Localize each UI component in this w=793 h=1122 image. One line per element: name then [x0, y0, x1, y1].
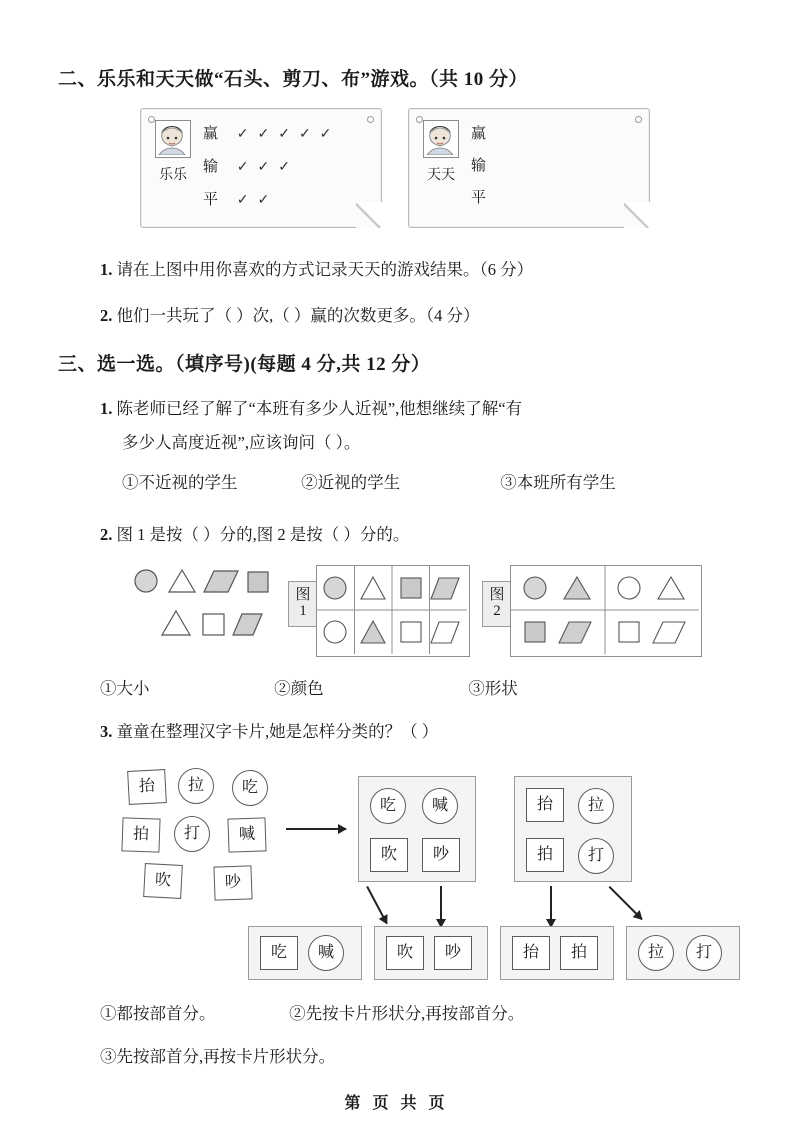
option-2: ②颜色: [274, 679, 324, 698]
char-card: 吃: [370, 788, 406, 824]
row-label-lose: 输: [471, 158, 487, 174]
char-card: 喊: [308, 935, 344, 971]
option-1: ①不近视的学生: [122, 473, 238, 492]
character-sorting-diagram: [110, 760, 730, 990]
char-card: 吹: [370, 838, 408, 872]
option-3: ③本班所有学生: [500, 473, 616, 492]
section-3-title: 三、选一选。（填序号)(每题 4 分,共 12 分）: [58, 354, 431, 375]
char-card: 拍: [526, 838, 564, 872]
figure-2-grid: [510, 565, 702, 657]
option-2: ②近视的学生: [301, 473, 401, 492]
question-text-line-1: 陈老师已经了解了“本班有多少人近视”,他想继续了解“有: [116, 399, 523, 418]
char-card: 打: [174, 816, 210, 852]
question-text: 童童在整理汉字卡片,她是怎样分类的？（ ）: [116, 722, 439, 741]
section3-question-1: [100, 392, 740, 500]
char-card: 拍: [560, 936, 598, 970]
section3-question-3-options-row-1: [100, 1000, 524, 1024]
char-card: 喊: [227, 817, 266, 852]
card-rows: [203, 118, 340, 217]
row-ticks-lose: ✓✓✓: [236, 160, 299, 175]
char-card: 打: [686, 935, 722, 971]
figure-1-grid: [316, 565, 470, 657]
card-player-name: 天天: [427, 168, 455, 183]
char-card: 抬: [512, 936, 550, 970]
row-label-draw: 平: [203, 192, 219, 208]
question-number: 2.: [100, 306, 113, 325]
char-card: 喊: [422, 788, 458, 824]
row-label-win: 赢: [203, 126, 219, 142]
char-card: 拉: [578, 788, 614, 824]
row-label-draw: 平: [471, 190, 487, 206]
char-card: 抬: [526, 788, 564, 822]
question-text: 图 1 是按（ ）分的,图 2 是按（ ）分的。: [116, 525, 410, 544]
row-ticks-draw: ✓✓: [236, 193, 279, 208]
card-row: [471, 182, 505, 214]
avatar: [155, 120, 191, 158]
char-card: 吹: [143, 863, 183, 899]
row-ticks-win: ✓✓✓✓✓: [236, 127, 341, 142]
card-row: [203, 151, 340, 184]
option-3: ③先按部首分,再按卡片形状分。: [100, 1047, 336, 1066]
avatar: [423, 120, 459, 158]
card-lele: [140, 108, 382, 228]
card-row: [471, 150, 505, 182]
char-card: 拉: [178, 768, 214, 804]
question-number: 3.: [100, 722, 113, 741]
pin-dot-icon: [367, 116, 374, 123]
card-rows: [471, 118, 505, 214]
arrow-down-left-icon: [366, 886, 387, 924]
pin-dot-icon: [635, 116, 642, 123]
row-label-win: 赢: [471, 126, 487, 142]
question-text-line-2: 多少人高度近视”,应该询问（ ）。: [122, 433, 361, 452]
section2-question-2: [100, 302, 480, 326]
option-3: ③形状: [468, 679, 518, 698]
figure-label-1: 图 1: [288, 581, 318, 627]
question-text: 他们一共玩了（ ）次,（ ）赢的次数更多。（4 分）: [116, 306, 480, 325]
card-row: [203, 184, 340, 217]
question-number: 2.: [100, 525, 113, 544]
section3-question-2: [100, 521, 409, 545]
card-tiantian: [408, 108, 650, 228]
section3-question-2-options: [100, 675, 518, 699]
char-card: 拍: [121, 817, 160, 852]
char-card: 吃: [260, 936, 298, 970]
char-card: 打: [578, 838, 614, 874]
card-row: [471, 118, 505, 150]
shape-classification-figure: [130, 559, 730, 664]
game-record-cards: [140, 108, 670, 230]
question-number: 1.: [100, 260, 113, 279]
char-card: 拉: [638, 935, 674, 971]
section2-question-1: [100, 256, 533, 280]
option-2: ②先按卡片形状分,再按部首分。: [289, 1004, 525, 1023]
char-card: 吵: [422, 838, 460, 872]
char-card: 吃: [232, 770, 268, 806]
section-2-title: 二、乐乐和天天做“石头、剪刀、布”游戏。（共 10 分）: [58, 69, 529, 90]
pin-dot-icon: [416, 116, 423, 123]
question-text: 请在上图中用你喜欢的方式记录天天的游戏结果。（6 分）: [116, 260, 534, 279]
card-row: [203, 118, 340, 151]
loose-shapes-panel: [130, 559, 280, 649]
pin-dot-icon: [148, 116, 155, 123]
char-card: 吵: [434, 936, 472, 970]
row-label-lose: 输: [203, 159, 219, 175]
option-1: ①大小: [100, 679, 150, 698]
arrow-down-icon: [550, 886, 552, 920]
arrow-down-icon: [440, 886, 442, 920]
char-card: 吵: [213, 865, 252, 900]
arrow-down-right-icon: [609, 886, 643, 920]
section3-question-3-options-row-2: [100, 1043, 335, 1067]
option-1: ①都按部首分。: [100, 1004, 216, 1023]
char-card: 抬: [127, 769, 167, 805]
page-footer: 第 页 共 页: [344, 1095, 449, 1112]
char-card: 吹: [386, 936, 424, 970]
arrow-right-icon: [286, 828, 346, 830]
figure-label-2: 图 2: [482, 581, 512, 627]
question-number: 1.: [100, 399, 113, 418]
card-player-name: 乐乐: [159, 168, 187, 183]
section3-question-3: [100, 718, 438, 742]
